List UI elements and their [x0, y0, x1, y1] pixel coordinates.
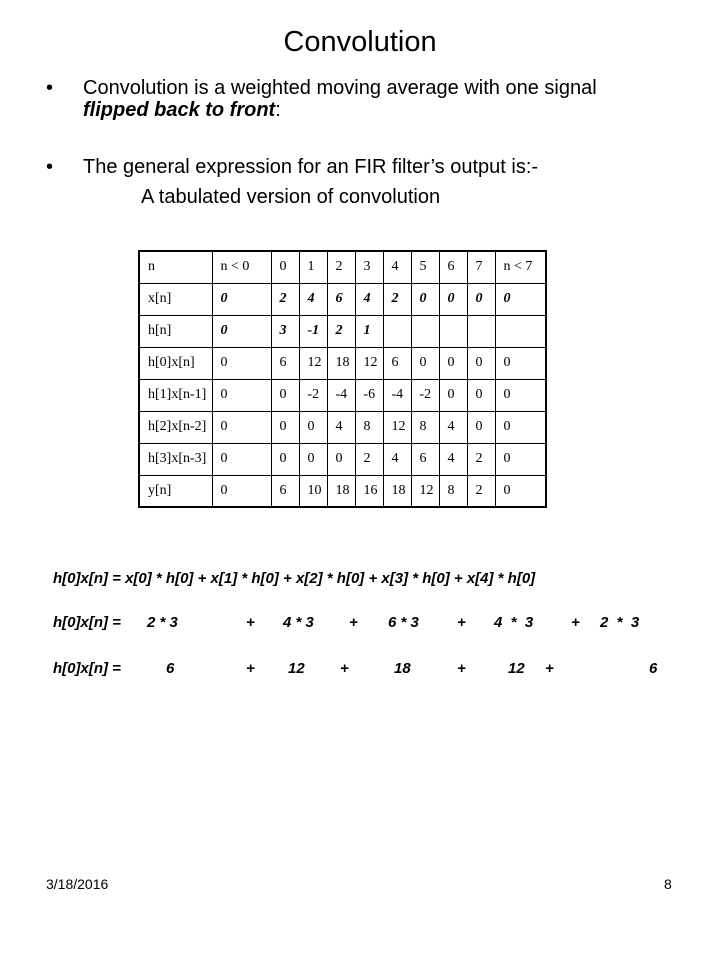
table-cell: 0 [212, 443, 271, 475]
eq3-term: h[0]x[n] = [53, 660, 121, 677]
bullet-text-main: Convolution is a weighted moving average with one signal [83, 77, 597, 99]
bullet-text-end: : [275, 99, 281, 121]
table-cell: 0 [467, 411, 495, 443]
table-cell: 0 [212, 347, 271, 379]
table-header-cell: 4 [383, 251, 411, 283]
table-cell: 4 [439, 443, 467, 475]
eq3-term: 12 [288, 660, 305, 677]
table-cell: 0 [495, 379, 546, 411]
table-cell: -4 [327, 379, 355, 411]
table-row [139, 411, 546, 443]
table-cell: 0 [299, 443, 327, 475]
table-header-cell: 2 [327, 251, 355, 283]
bullet-dot: • [46, 156, 54, 178]
table-cell: -4 [383, 379, 411, 411]
eq3-term: + [545, 660, 554, 677]
table-cell: 6 [411, 443, 439, 475]
table-cell: 2 [467, 475, 495, 507]
eq2-term: 4 * 3 [283, 614, 314, 631]
table-cell: 2 [327, 315, 355, 347]
table-cell: 0 [212, 379, 271, 411]
table-cell: 0 [212, 475, 271, 507]
equation-line-2 [0, 614, 720, 634]
footer-date: 3/18/2016 [46, 876, 109, 892]
row-label: h[1]x[n-1] [139, 379, 212, 411]
row-label: h[0]x[n] [139, 347, 212, 379]
table-cell: 0 [271, 411, 299, 443]
eq3-term: 12 [508, 660, 525, 677]
table-cell: 18 [383, 475, 411, 507]
table-cell: 2 [271, 283, 299, 315]
table-row [139, 315, 546, 347]
table-cell: 12 [383, 411, 411, 443]
eq2-term: 2 * 3 [147, 614, 178, 631]
row-label: h[2]x[n-2] [139, 411, 212, 443]
table-cell: 0 [299, 411, 327, 443]
table-cell [467, 315, 495, 347]
table-cell: 0 [467, 379, 495, 411]
table-row [139, 475, 546, 507]
table-cell: 0 [271, 379, 299, 411]
table-cell: 0 [495, 443, 546, 475]
table-cell: 4 [327, 411, 355, 443]
table-header-cell: 1 [299, 251, 327, 283]
table-cell: 0 [439, 347, 467, 379]
table-cell: 2 [383, 283, 411, 315]
table-cell: 12 [299, 347, 327, 379]
equation-line-3 [0, 660, 720, 680]
eq2-term: + [349, 614, 358, 631]
table-cell: 0 [411, 283, 439, 315]
table-row [139, 347, 546, 379]
table-header-cell: 6 [439, 251, 467, 283]
eq2-term: + [457, 614, 466, 631]
row-label: h[3]x[n-3] [139, 443, 212, 475]
table-header-cell: n < 0 [212, 251, 271, 283]
eq2-term: 6 * 3 [388, 614, 419, 631]
table-cell: -1 [299, 315, 327, 347]
row-label: x[n] [139, 283, 212, 315]
table-cell: 0 [271, 443, 299, 475]
row-label: y[n] [139, 475, 212, 507]
table-cell [495, 315, 546, 347]
table-cell: 12 [411, 475, 439, 507]
eq3-term: 18 [394, 660, 411, 677]
table-cell: 4 [355, 283, 383, 315]
table-cell: 0 [411, 347, 439, 379]
table-cell: 8 [439, 475, 467, 507]
bullet-dot: • [46, 77, 54, 99]
bullet-emphasis: flipped back to front [83, 99, 276, 121]
table-row [139, 283, 546, 315]
table-cell: 0 [495, 283, 546, 315]
eq2-term: + [571, 614, 580, 631]
table-header-cell: 0 [271, 251, 299, 283]
table-cell: 0 [495, 411, 546, 443]
page-number: 8 [664, 876, 672, 892]
table-row [139, 443, 546, 475]
table-cell: 2 [355, 443, 383, 475]
table-cell [383, 315, 411, 347]
table-cell: 0 [467, 347, 495, 379]
eq3-term: 6 [166, 660, 175, 677]
table-cell: -2 [299, 379, 327, 411]
table-cell: 3 [271, 315, 299, 347]
table-cell: 6 [327, 283, 355, 315]
table-cell: 16 [355, 475, 383, 507]
table-cell: 8 [355, 411, 383, 443]
table-cell: 4 [439, 411, 467, 443]
table-header-cell: n < 7 [495, 251, 546, 283]
equation-line-1: h[0]x[n] = x[0] * h[0] + x[1] * h[0] + x[2] * h[0] + x[3] * h[0] + x[4] * h[0] [53, 570, 536, 587]
table-cell: 0 [327, 443, 355, 475]
table-cell: 0 [212, 411, 271, 443]
table-cell: 6 [271, 475, 299, 507]
bullet-text [83, 77, 663, 121]
table-cell: 18 [327, 475, 355, 507]
table-header-cell: 5 [411, 251, 439, 283]
eq3-term: 6 [649, 660, 658, 677]
table-header-cell: 3 [355, 251, 383, 283]
table-cell: 0 [212, 283, 271, 315]
eq2-term: h[0]x[n] = [53, 614, 121, 631]
eq3-term: + [340, 660, 349, 677]
table-cell: 4 [383, 443, 411, 475]
table-cell: 0 [212, 315, 271, 347]
table-row [139, 379, 546, 411]
slide-title: Convolution [283, 26, 437, 58]
table-cell: 18 [327, 347, 355, 379]
eq3-term: + [246, 660, 255, 677]
eq2-term: 2 * 3 [600, 614, 640, 631]
table-cell: 4 [299, 283, 327, 315]
row-label: h[n] [139, 315, 212, 347]
table-cell: -2 [411, 379, 439, 411]
table-cell: 0 [439, 283, 467, 315]
table-cell: 8 [411, 411, 439, 443]
table-cell: 0 [467, 283, 495, 315]
eq3-term: + [457, 660, 466, 677]
table-cell: 12 [355, 347, 383, 379]
table-cell: 0 [495, 475, 546, 507]
eq2-term: 4 * 3 [494, 614, 534, 631]
table-cell [411, 315, 439, 347]
table-cell: 2 [467, 443, 495, 475]
table-caption: A tabulated version of convolution [141, 186, 441, 208]
table-cell: 10 [299, 475, 327, 507]
table-cell: 6 [271, 347, 299, 379]
convolution-table [138, 250, 547, 508]
table-header-cell: n [139, 251, 212, 283]
table-cell: 6 [383, 347, 411, 379]
table-cell: -6 [355, 379, 383, 411]
eq2-term: + [246, 614, 255, 631]
table-cell: 0 [439, 379, 467, 411]
table-cell: 1 [355, 315, 383, 347]
bullet-text: The general expression for an FIR filter’s output is:- [83, 156, 539, 178]
table-header-cell: 7 [467, 251, 495, 283]
table-cell [439, 315, 467, 347]
table-header-row [139, 251, 546, 283]
table-cell: 0 [495, 347, 546, 379]
